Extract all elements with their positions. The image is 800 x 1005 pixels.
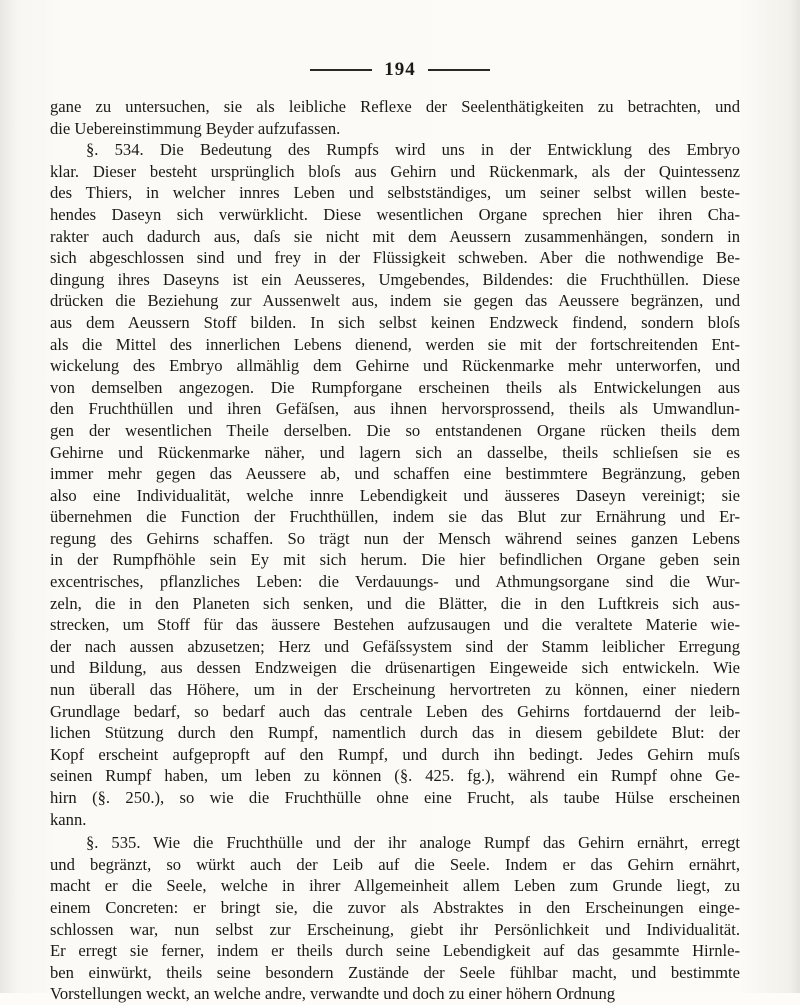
text-line: macht er die Seele, welche in ihrer Allgemeinheit allem Leben zum Grunde liegt, zu (50, 876, 740, 896)
paragraph-p535 (50, 832, 740, 1005)
text-line: wickelung des Embryo allmählig dem Gehirne und Rückenmarke mehr unterworfen, und (50, 356, 740, 376)
text-line: Kopf erscheint aufgepropft auf den Rumpf, und durch ihn bedingt. Jedes Gehirn muſs (50, 744, 740, 764)
text-line: rakter auch dadurch aus, daſs sie nicht mit dem Aeussern zusammenhängen, sondern in (50, 226, 740, 246)
body-text (50, 96, 740, 1005)
text-line: hirn (§. 250.), so wie die Fruchthülle ohne eine Frucht, als taube Hülse erscheinen (50, 788, 740, 807)
text-line: aus dem Aeussern Stoff bilden. In sich selbst keinen Endzweck findend, sondern bloſs (50, 312, 740, 332)
text-line: schlossen war, nun selbst zur Erscheinung, giebt ihr Persönlichkeit und Individualität. (50, 919, 740, 939)
text-line: nun überall das Höhere, um in der Erscheinung hervortreten zu können, einer niedern (50, 680, 740, 700)
text-line: §. 534. Die Bedeutung des Rumpfs wird uns in der Entwicklung des Embryo (86, 140, 740, 160)
text-line: excentrisches, pflanzliches Leben: die Verdauungs- und Athmungsorgane sind die Wur- (50, 572, 740, 592)
text-line: regung des Gehirns schaffen. So trägt nun der Mensch während seines ganzen Lebens (50, 528, 740, 548)
text-line: ben einwürkt, theils seine besondern Zustände der Seele fühlbar macht, und bestimmte (50, 962, 740, 982)
text-line: die Uebereinstimmung Beyder aufzufassen. (50, 118, 341, 138)
text-line: einem Concreten: er bringt sie, die zuvor als Abstraktes in den Erscheinungen einge- (50, 897, 740, 917)
text-line: seinen Rumpf haben, um leben zu können (§. 425. fg.), während ein Rumpf ohne Ge- (50, 766, 740, 786)
text-line: von demselben angezogen. Die Rumpforgane erscheinen theils als Entwickelungen aus (50, 377, 740, 397)
text-line: sich abgeschlossen sind und frey in der Flüssigkeit schweben. Aber die nothwendige Be- (50, 248, 740, 268)
paragraph-p534 (50, 139, 740, 830)
text-line: also eine Individualität, welche innre Lebendigkeit und äusseres Daseyn vereinigt; sie (50, 485, 740, 505)
text-line: übernehmen die Function der Fruchthüllen, indem sie das Blut zur Ernährung und Er- (50, 507, 740, 527)
text-line: immer mehr gegen das Aeussere ab, und schaffen eine bestimmtere Begränzung, geben (50, 464, 740, 484)
text-line: Gehirne und Rückenmarke näher, und lagern sich an dasselbe, theils schlieſsen sie es (50, 442, 740, 462)
text-line: und begränzt, so würkt auch der Leib auf die Seele. Indem er das Gehirn ernährt, (50, 854, 740, 874)
text-line: gane zu untersuchen, sie als leibliche Reflexe der Seelenthätigkeiten zu betrachten, und (50, 97, 740, 116)
text-line: hendes Daseyn sich verwürklicht. Diese wesentlichen Organe sprechen hier ihren Cha- (50, 204, 740, 224)
text-line: gen der wesentlichen Theile derselben. Die so entstandenen Organe rücken theils dem (50, 420, 740, 440)
text-line: §. 535. Wie die Fruchthülle und der ihr analoge Rumpf das Gehirn ernährt, erregt (86, 833, 740, 853)
text-line: der nach aussen abzusetzen; Herz und Gefäſssystem sind der Stamm leiblicher Erregung (50, 636, 740, 656)
text-line: klar. Dieser besteht ursprünglich bloſs aus Gehirn und Rückenmark, als der Quintessenz (50, 161, 740, 181)
text-line: drücken die Beziehung zur Aussenwelt aus, indem sie gegen das Aeussere begränzen, und (50, 291, 740, 311)
page-number: 194 (384, 59, 416, 80)
text-line: Er erregt sie ferner, indem er theils durch seine Lebendigkeit auf das gesammte Hirnle- (50, 941, 740, 961)
text-line: lichen Stützung durch den Rumpf, namentlich durch das in diesem gebildete Blut: der (50, 723, 740, 743)
text-line: den Fruchthüllen und ihren Gefäſsen, aus ihnen hervorsprossend, theils als Umwandlun- (50, 399, 740, 419)
text-line: zeln, die in den Planeten sich senken, und die Blätter, die in den Luftkreis sich aus- (50, 593, 740, 613)
text-line: strecken, um Stoff für das äussere Bestehen aufzusaugen und die veraltete Materie wie- (50, 615, 740, 635)
text-line: kann. (50, 809, 87, 829)
paragraph-p0 (50, 96, 740, 139)
page-header (0, 58, 800, 82)
text-line: als die Mittel des innerlichen Lebens dienend, werden sie mit der fortschreitenden Ent- (50, 334, 740, 354)
text-line: des Thiers, in welcher innres Leben und selbstständiges, um seiner selbst willen beste- (50, 183, 740, 203)
header-rule-left (310, 69, 372, 71)
header-rule-right (428, 69, 490, 71)
text-line: und Bildung, aus dessen Endzweigen die drüsenartigen Eingeweide sich entwickeln. Wie (50, 658, 740, 678)
text-line: in der Rumpfhöhle sein Ey mit sich herum. Die hier befindlichen Organe geben sein (50, 550, 740, 570)
text-line: Grundlage bedarf, so bedarf auch das centrale Leben des Gehirns fortdauernd der leib- (50, 701, 740, 721)
text-line: dingung ihres Daseyns ist ein Aeusseres, Umgebendes, Bildendes: die Fruchthüllen. Diese (50, 269, 740, 289)
text-line: Vorstellungen weckt, an welche andre, verwandte und doch zu einer höhern Ordnung (50, 984, 616, 1004)
